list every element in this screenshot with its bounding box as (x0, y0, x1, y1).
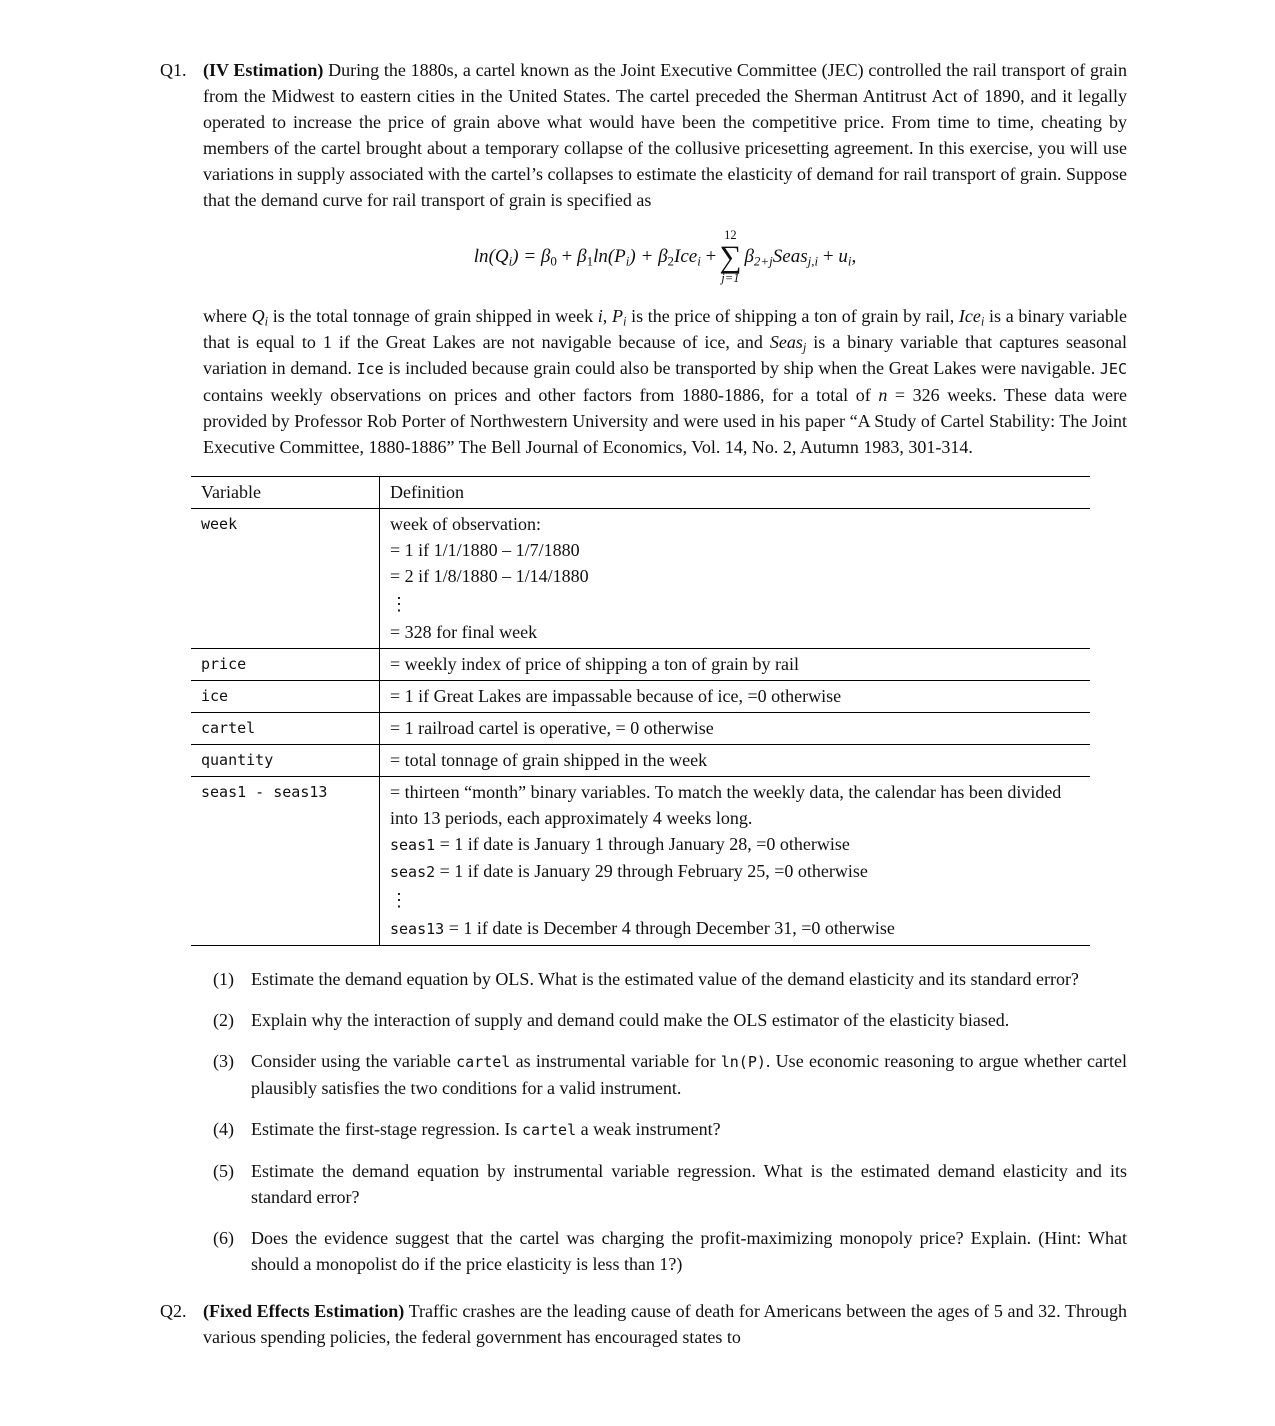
equation-right-part: $\beta_{2+j}Seas_{j,i} + u_i$, (744, 246, 857, 269)
q1-label: Q1. (160, 60, 187, 80)
definition-cell-quantity (380, 745, 1091, 777)
q1-where-paragraph: where $Q_i$ is the total tonnage of grain shipped in week i, $P_i$ is the price of shipping a ton of grain by rail, Ice$_i$ is a binary variable that is equal to 1 if the Great Lakes are not navigable because of ice, and Seas$_j$ is a binary variable that captures seasonal variation in demand. Ice is included because grain could also be transported by ship when the Great Lakes were navigable. JEC contains weekly observations on prices and other factors from 1880-1886, for a total of n = 326 weeks. These data were provided by Professor Rob Porter of Northwestern University and were used in his paper “A Study of Cartel Stability: The Joint Executive Committee, 1880-1886” The Bell Journal of Economics, Vol. 14, No. 2, Autumn 1983, 301-314. (203, 306, 1127, 457)
definition-line: = total tonnage of grain shipped in the week (390, 750, 708, 770)
definition-cell-ice (380, 681, 1091, 713)
definition-cell-week (380, 509, 1091, 649)
question-1 (160, 57, 1127, 1292)
definition-cell-price (380, 649, 1091, 681)
question-item-4 (213, 1116, 1127, 1143)
definition-line: = weekly index of price of shipping a ton of grain by rail (390, 654, 800, 674)
vertical-ellipsis: ⋮ (390, 890, 408, 910)
table-row-ice (191, 681, 1090, 713)
q2-intro-paragraph: (Fixed Effects Estimation) Traffic crashes are the leading cause of death for Americans between the ages of 5 and 32. Through various spending policies, the federal government has encouraged states to (203, 1301, 1127, 1347)
q1-body (203, 57, 1127, 1292)
question-item-2 (213, 1007, 1127, 1033)
definition-line: = 1 if 1/1/1880 – 1/7/1880 (390, 540, 580, 560)
definition-line: seas2 = 1 if date is January 29 through February 25, =0 otherwise (390, 861, 868, 881)
table-row-seas (191, 777, 1090, 946)
definition-cell-cartel (380, 713, 1091, 745)
vertical-ellipsis: ⋮ (390, 594, 408, 614)
item-number: (2) (213, 1010, 234, 1030)
definition-line: = thirteen “month” binary variables. To match the weekly data, the calendar has been divided into 13 periods, each approximately 4 weeks long. (390, 782, 1062, 828)
q2-label: Q2. (160, 1301, 187, 1321)
variable-name-seas: seas1 - seas13 (191, 777, 380, 946)
definition-line: seas1 = 1 if date is January 1 through January 28, =0 otherwise (390, 834, 850, 854)
question-item-6 (213, 1225, 1127, 1277)
variable-name-price: price (191, 649, 380, 681)
item-text: Does the evidence suggest that the cartel was charging the profit-maximizing monopoly price? Explain. (Hint: What should a monopolist do if the price elasticity is less than 1?) (251, 1228, 1127, 1274)
definition-cell-seas (380, 777, 1091, 946)
table-header-row (191, 477, 1090, 509)
definition-line: = 328 for final week (390, 622, 538, 642)
item-number: (1) (213, 969, 234, 989)
definition-line: = 2 if 1/8/1880 – 1/14/1880 (390, 566, 589, 586)
item-text: Estimate the demand equation by OLS. What is the estimated value of the demand elasticity and its standard error? (251, 969, 1079, 989)
sum-upper-limit: 12 (724, 228, 737, 242)
item-number: (4) (213, 1119, 234, 1139)
item-text: Consider using the variable cartel as instrumental variable for ln(P). Use economic reasoning to argue whether cartel plausibly satisfies the two conditions for a valid instrument. (251, 1051, 1127, 1098)
definition-line: = 1 railroad cartel is operative, = 0 otherwise (390, 718, 714, 738)
table-row-cartel (191, 713, 1090, 745)
definition-line: week of observation: (390, 514, 541, 534)
question-item-3 (213, 1048, 1127, 1101)
table-header-definition: Definition (380, 477, 1091, 509)
sigma-icon: ∑ (719, 239, 742, 274)
q1-intro-paragraph: (IV Estimation) During the 1880s, a cartel known as the Joint Executive Committee (JEC) controlled the rail transport of grain from the Midwest to eastern cities in the United States. The cartel preceded the Sherman Antitrust Act of 1890, and it legally operated to increase the price of grain above what would have been the competitive price. From time to time, cheating by members of the cartel brought about a temporary collapse of the collusive pricesetting agreement. In this exercise, you will use variations in supply associated with the cartel’s collapses to estimate the elasticity of demand for rail transport of grain. Suppose that the demand curve for rail transport of grain is specified as (203, 60, 1127, 210)
variable-name-cartel: cartel (191, 713, 380, 745)
definition-line: = 1 if Great Lakes are impassable because of ice, =0 otherwise (390, 686, 842, 706)
variable-name-week: week (191, 509, 380, 649)
variable-name-quantity: quantity (191, 745, 380, 777)
variable-name-ice: ice (191, 681, 380, 713)
variables-table (191, 476, 1090, 946)
item-number: (3) (213, 1051, 234, 1071)
question-item-1 (213, 966, 1127, 992)
item-number: (5) (213, 1161, 234, 1181)
table-row-quantity (191, 745, 1090, 777)
item-text: Estimate the first-stage regression. Is cartel a weak instrument? (251, 1119, 721, 1139)
table-row-price (191, 649, 1090, 681)
summation-symbol (719, 229, 741, 285)
sum-lower-limit: j=1 (721, 271, 740, 285)
question-item-5 (213, 1158, 1127, 1210)
item-number: (6) (213, 1228, 234, 1248)
definition-line: seas13 = 1 if date is December 4 through December 31, =0 otherwise (390, 918, 895, 938)
item-text: Explain why the interaction of supply and demand could make the OLS estimator of the elasticity biased. (251, 1010, 1010, 1030)
question-2 (160, 1298, 1127, 1350)
demand-equation (203, 229, 1127, 285)
table-row-week (191, 509, 1090, 649)
equation-left-part: $\ln(Q_i) = \beta_0 + \beta_1\ln(P_i) + \beta_2Ice_i$ + (473, 246, 717, 269)
table-header-variable: Variable (191, 477, 380, 509)
q1-subquestions (203, 966, 1127, 1277)
q2-body (203, 1298, 1127, 1350)
item-text: Estimate the demand equation by instrumental variable regression. What is the estimated demand elasticity and its standard error? (251, 1161, 1127, 1207)
